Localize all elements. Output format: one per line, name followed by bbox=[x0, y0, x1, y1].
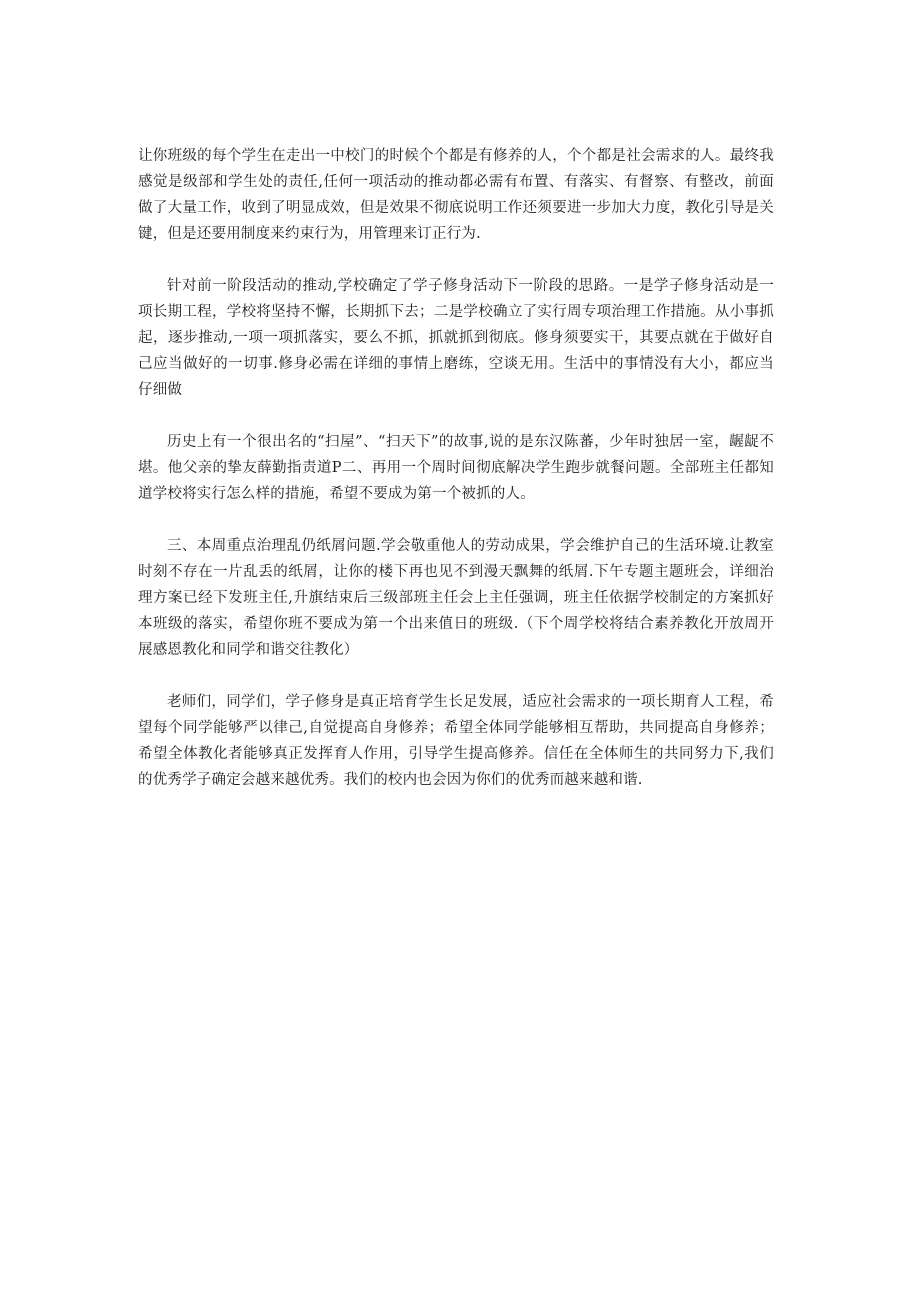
paragraph-5: 老师们，同学们，学子修身是真正培育学生长足发展，适应社会需求的一项长期育人工程，希望每个同学能够严以律己,自觉提高自身修养；希望全体同学能够相互帮助，共同提高自身修养；希望全体教化者能够真正发挥育人作用，引导学生提高修养。信任在全体师生的共同努力下,我们的优秀学子确定会越来越优秀。我们的校内也会因为你们的优秀而越来越和谐. bbox=[138, 694, 774, 788]
paragraph-3: 历史上有一个很出名的“扫屋”、“扫天下”的故事,说的是东汉陈蕃，少年时独居一室，龌龊不堪。他父亲的挚友薛勤指责道P二、再用一个周时间彻底解决学生跑步就餐问题。全部班主任都知道学校将实行怎么样的措施，希望不要成为第一个被抓的人。 bbox=[138, 434, 774, 502]
document-body bbox=[138, 143, 774, 819]
paragraph-1: 让你班级的每个学生在走出一中校门的时候个个都是有修养的人，个个都是社会需求的人。最终我感觉是级部和学生处的责任,任何一项活动的推动都必需有布置、有落实、有督察、有整改，前面做了大量工作，收到了明显成效，但是效果不彻底说明工作还须要进一步加大力度，教化引导是关键，但是还要用制度来约束行为，用管理来订正行为. bbox=[138, 148, 774, 242]
paragraph-4: 三、本周重点治理乱仍纸屑问题.学会敬重他人的劳动成果，学会维护自己的生活环境.让教室时刻不存在一片乱丢的纸屑，让你的楼下再也见不到漫天飘舞的纸屑.下午专题主题班会，详细治理方案已经下发班主任,升旗结束后三级部班主任会上主任强调，班主任依据学校制定的方案抓好本班级的落实，希望你班不要成为第一个出来值日的班级.（下个周学校将结合素养教化开放周开展感恩教化和同学和谐交往教化） bbox=[138, 538, 774, 658]
paragraph-2: 针对前一阶段活动的推动,学校确定了学子修身活动下一阶段的思路。一是学子修身活动是一项长期工程，学校将坚持不懈，长期抓下去；二是学校确立了实行周专项治理工作措施。从小事抓起，逐步推动,一项一项抓落实，要么不抓，抓就抓到彻底。修身须要实干，其要点就在于做好自己应当做好的一切事.修身必需在详细的事情上磨练，空谈无用。生活中的事情没有大小，都应当仔细做 bbox=[138, 278, 774, 398]
